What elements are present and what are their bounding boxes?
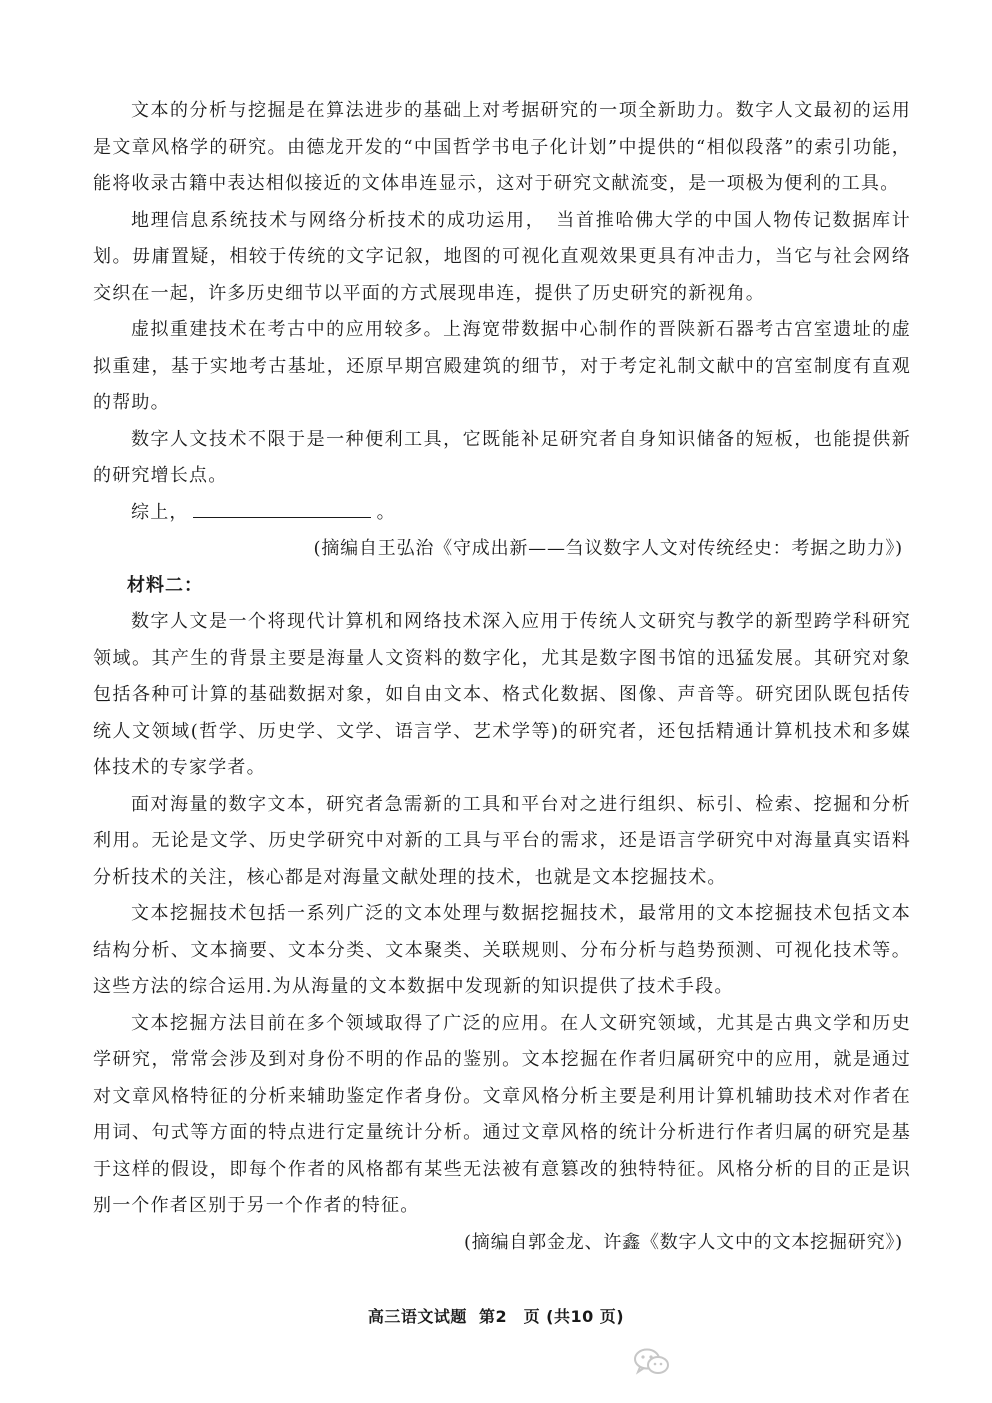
material1-paragraph-3: 虚拟重建技术在考古中的应用较多。上海宽带数据中心制作的晋陕新石器考古宫室遗址的虚拟重建，基于实地考古基址，还原早期宫殿建筑的细节，对于考定礼制文献中的宫室制度有直观的帮助。 — [93, 319, 911, 413]
material2-paragraph-3: 文本挖掘技术包括一系列广泛的文本处理与数据挖掘技术，最常用的文本挖掘技术包括文本结构分析、文本摘要、文本分类、文本聚类、关联规则、分布分析与趋势预测、可视化技术等。这些方法的综合运用.为从海量的文本数据中发现新的知识提供了技术手段。 — [93, 903, 911, 997]
answer-blank[interactable] — [193, 497, 371, 518]
material1-paragraph-2: 地理信息系统技术与网络分析技术的成功运用， 当首推哈佛大学的中国人物传记数据库计划。毋庸置疑，相较于传统的文字记叙，地图的可视化直观效果更具有冲击力，当它与社会网络交织在一起，许多历史细节以平面的方式展现串连，提供了历史研究的新视角。 — [93, 209, 911, 304]
material2-paragraph-4: 文本挖掘方法目前在多个领域取得了广泛的应用。在人文研究领域，尤其是古典文学和历史学研究，常常会涉及到对身份不明的作品的鉴别。文本挖掘在作者归属研究中的应用，就是通过对文章风格特征的分析来辅助鉴定作者身份。文章风格分析主要是利用计算机辅助技术对作者在用词、句式等方面的特点进行定量统计分析。通过文章风格的统计分析进行作者归属的研究是基于这样的假设，即每个作者的风格都有某些无法被有意篡改的独特特征。风格分析的目的正是识别一个作者区别于另一个作者的特征。 — [93, 1012, 911, 1216]
summary-suffix: 。 — [376, 501, 396, 523]
material2-paragraph-1: 数字人文是一个将现代计算机和网络技术深入应用于传统人文研究与教学的新型跨学科研究领域。其产生的背景主要是海量人文资料的数字化，尤其是数字图书馆的迅猛发展。其研究对象包括各种可计算的基础数据对象，如自由文本、格式化数据、图像、声音等。研究团队既包括传统人文领域(哲学、历史学、文学、语言学、艺术学等)的研究者，还包括精通计算机技术和多媒体技术的专家学者。 — [93, 611, 911, 778]
summary-prefix: 综上， — [131, 501, 189, 523]
material2-title: 材料二： — [127, 574, 203, 596]
wechat-eye — [660, 1363, 663, 1366]
summary-line — [93, 495, 911, 532]
material1-paragraph-1: 文本的分析与挖掘是在算法进步的基础上对考据研究的一项全新助力。数字人文最初的运用是文章风格学的研究。由德龙开发的“中国哲学书电子化计划”中提供的“相似段落”的索引功能，能将收录古籍中表达相似接近的文体串连显示，这对于研究文献流变，是一项极为便利的工具。 — [93, 100, 911, 194]
wechat-bubble-small — [648, 1357, 668, 1373]
wechat-eye — [641, 1355, 644, 1358]
material1-paragraph-4: 数字人文技术不限于是一种便利工具，它既能补足研究者自身知识储备的短板，也能提供新的研究增长点。 — [93, 428, 911, 486]
wechat-icon — [632, 1347, 672, 1377]
exam-page — [93, 93, 911, 1261]
exam-title: 高三语文试题 — [367, 1307, 467, 1326]
material2-paragraph-2: 面对海量的数字文本，研究者急需新的工具和平台对之进行组织、标引、检索、挖掘和分析利用。无论是文学、历史学研究中对新的工具与平台的需求，还是语言学研究中对海量真实语料分析技术的关注，核心都是对海量文献处理的技术，也就是文本挖掘技术。 — [93, 793, 911, 888]
page-footer — [0, 1304, 992, 1327]
wechat-eye — [654, 1363, 657, 1366]
page-number: 第2 页 (共10 页) — [478, 1307, 625, 1326]
material2-source: (摘编自郭金龙、许鑫《数字人文中的文本挖掘研究》) — [463, 1231, 903, 1253]
wechat-eye — [649, 1355, 652, 1358]
material1-source: (摘编自王弘治《守成出新——刍议数字人文对传统经史：考据之助力》) — [313, 538, 903, 559]
